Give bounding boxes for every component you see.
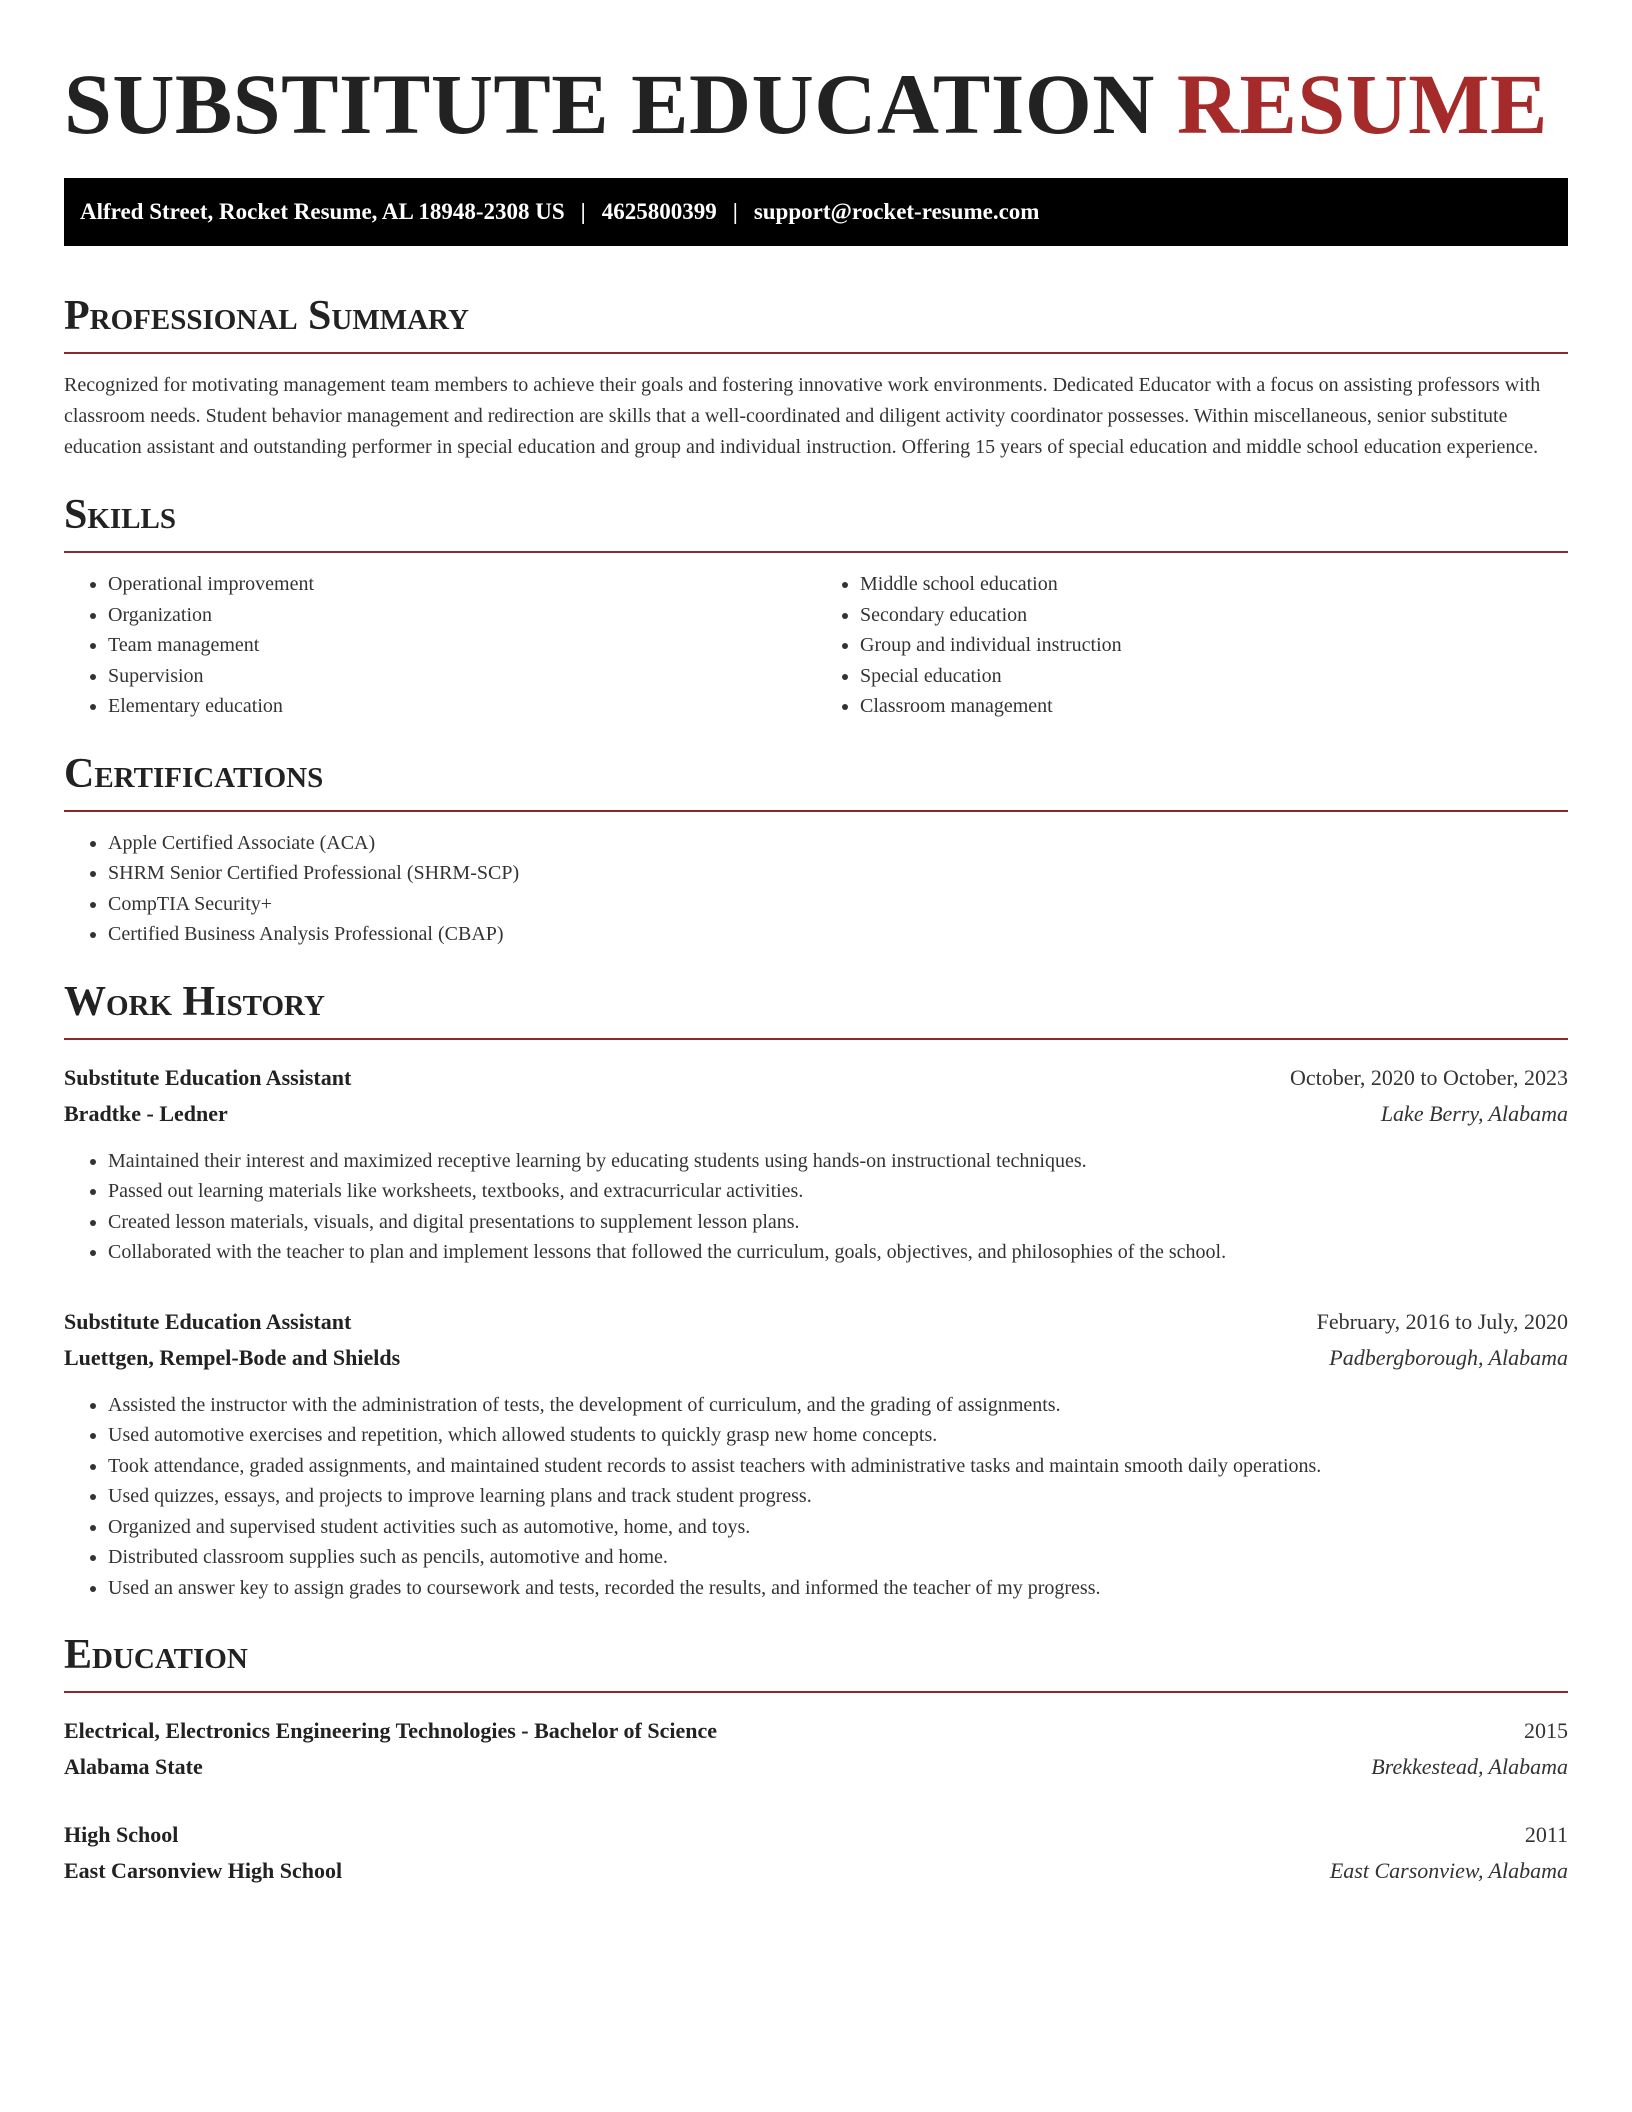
education-year: 2015 xyxy=(1524,1718,1568,1743)
job-company-row xyxy=(64,1096,1568,1132)
skill-item: • Organization xyxy=(108,600,816,631)
job-duty: • Organized and supervised student activities such as automotive, home, and toys. xyxy=(108,1512,1568,1543)
job-duty: • Took attendance, graded assignments, and maintained student records to assist teachers with administrative tasks and maintain smooth daily operations. xyxy=(108,1451,1568,1482)
certifications-list xyxy=(64,828,1568,950)
education-school-row xyxy=(64,1853,1568,1889)
job-duty: • Distributed classroom supplies such as pencils, automotive and home. xyxy=(108,1542,1568,1573)
education-school-row xyxy=(64,1749,1568,1785)
certification-item: • SHRM Senior Certified Professional (SHRM-SCP) xyxy=(108,858,1568,889)
job-duty: • Collaborated with the teacher to plan and implement lessons that followed the curriculum, goals, objectives, and philosophies of the school. xyxy=(108,1237,1568,1268)
education-degree-row xyxy=(64,1817,1568,1853)
skill-item: • Middle school education xyxy=(860,569,1568,600)
work-history-heading: Work History xyxy=(64,976,1568,1040)
job-entry xyxy=(64,1060,1568,1268)
job-company-row xyxy=(64,1340,1568,1376)
contact-separator: | xyxy=(580,199,586,224)
job-header-row xyxy=(64,1060,1568,1096)
certification-item: • Apple Certified Associate (ACA) xyxy=(108,828,1568,859)
contact-address: Alfred Street, Rocket Resume, AL 18948-2308 US xyxy=(80,199,565,224)
skill-item: • Team management xyxy=(108,630,816,661)
job-duty: • Used automotive exercises and repetition, which allowed students to quickly grasp new home concepts. xyxy=(108,1420,1568,1451)
skill-item: • Special education xyxy=(860,661,1568,692)
skill-item: • Operational improvement xyxy=(108,569,816,600)
contact-bar xyxy=(64,178,1568,246)
summary-heading: Professional Summary xyxy=(64,290,1568,354)
job-duties-list xyxy=(64,1390,1568,1604)
education-degree-row xyxy=(64,1713,1568,1749)
skill-item: • Supervision xyxy=(108,661,816,692)
job-location: Padbergborough, Alabama xyxy=(1329,1344,1568,1370)
certification-item: • CompTIA Security+ xyxy=(108,889,1568,920)
job-duty: • Used an answer key to assign grades to coursework and tests, recorded the results, and informed the teacher of my progress. xyxy=(108,1573,1568,1604)
job-location: Lake Berry, Alabama xyxy=(1380,1100,1568,1126)
skill-item: • Classroom management xyxy=(860,691,1568,722)
skills-list-left xyxy=(64,569,816,722)
job-duties-list xyxy=(64,1146,1568,1268)
education-degree: Electrical, Electronics Engineering Technologies - Bachelor of Science xyxy=(64,1718,717,1743)
job-entry xyxy=(64,1304,1568,1604)
job-title: Substitute Education Assistant xyxy=(64,1064,352,1090)
job-dates: October, 2020 to October, 2023 xyxy=(1289,1064,1568,1090)
job-title: Substitute Education Assistant xyxy=(64,1308,352,1334)
title-accent: RESUME xyxy=(1176,56,1548,152)
contact-phone: 4625800399 xyxy=(601,199,717,224)
education-heading: Education xyxy=(64,1629,1568,1693)
job-duty: • Maintained their interest and maximized receptive learning by educating students using hands-on instructional techniques. xyxy=(108,1146,1568,1177)
education-degree: High School xyxy=(64,1822,179,1847)
skills-heading: Skills xyxy=(64,489,1568,553)
resume-title xyxy=(64,48,1568,160)
education-entry xyxy=(64,1817,1568,1889)
job-duty: • Assisted the instructor with the administration of tests, the development of curriculum, and the grading of assignments. xyxy=(108,1390,1568,1421)
job-duty: • Passed out learning materials like worksheets, textbooks, and extracurricular activities. xyxy=(108,1176,1568,1207)
job-dates: February, 2016 to July, 2020 xyxy=(1316,1308,1568,1334)
skill-item: • Secondary education xyxy=(860,600,1568,631)
job-company: Bradtke - Ledner xyxy=(64,1100,228,1126)
education-entry xyxy=(64,1713,1568,1785)
contact-email[interactable]: support@rocket-resume.com xyxy=(753,199,1040,224)
education-year: 2011 xyxy=(1524,1822,1568,1847)
skills-columns xyxy=(64,569,1568,722)
education-school: Alabama State xyxy=(64,1754,203,1779)
job-duty: • Created lesson materials, visuals, and digital presentations to supplement lesson plans. xyxy=(108,1207,1568,1238)
education-school: East Carsonview High School xyxy=(64,1858,343,1883)
job-header-row xyxy=(64,1304,1568,1340)
summary-text: Recognized for motivating management team members to achieve their goals and fostering innovative work environments. Dedicated Educator with a focus on assisting professors with classroom needs. Student behavior management and redirection are skills that a well-coordinated and diligent activity coordinator possesses. Within miscellaneous, senior substitute education assistant and outstanding performer in special education and group and individual instruction. Offering 15 years of special education and middle school education experience. xyxy=(64,374,1541,458)
job-duty: • Used quizzes, essays, and projects to improve learning plans and track student progress. xyxy=(108,1481,1568,1512)
certifications-heading: Certifications xyxy=(64,748,1568,812)
skill-item: • Group and individual instruction xyxy=(860,630,1568,661)
job-company: Luettgen, Rempel-Bode and Shields xyxy=(64,1344,401,1370)
education-location: Brekkestead, Alabama xyxy=(1371,1754,1568,1779)
contact-separator: | xyxy=(732,199,738,224)
skills-list-right xyxy=(816,569,1568,722)
education-location: East Carsonview, Alabama xyxy=(1329,1858,1568,1883)
title-main: SUBSTITUTE EDUCATION xyxy=(64,56,1155,152)
skill-item: • Elementary education xyxy=(108,691,816,722)
certification-item: • Certified Business Analysis Professional (CBAP) xyxy=(108,919,1568,950)
